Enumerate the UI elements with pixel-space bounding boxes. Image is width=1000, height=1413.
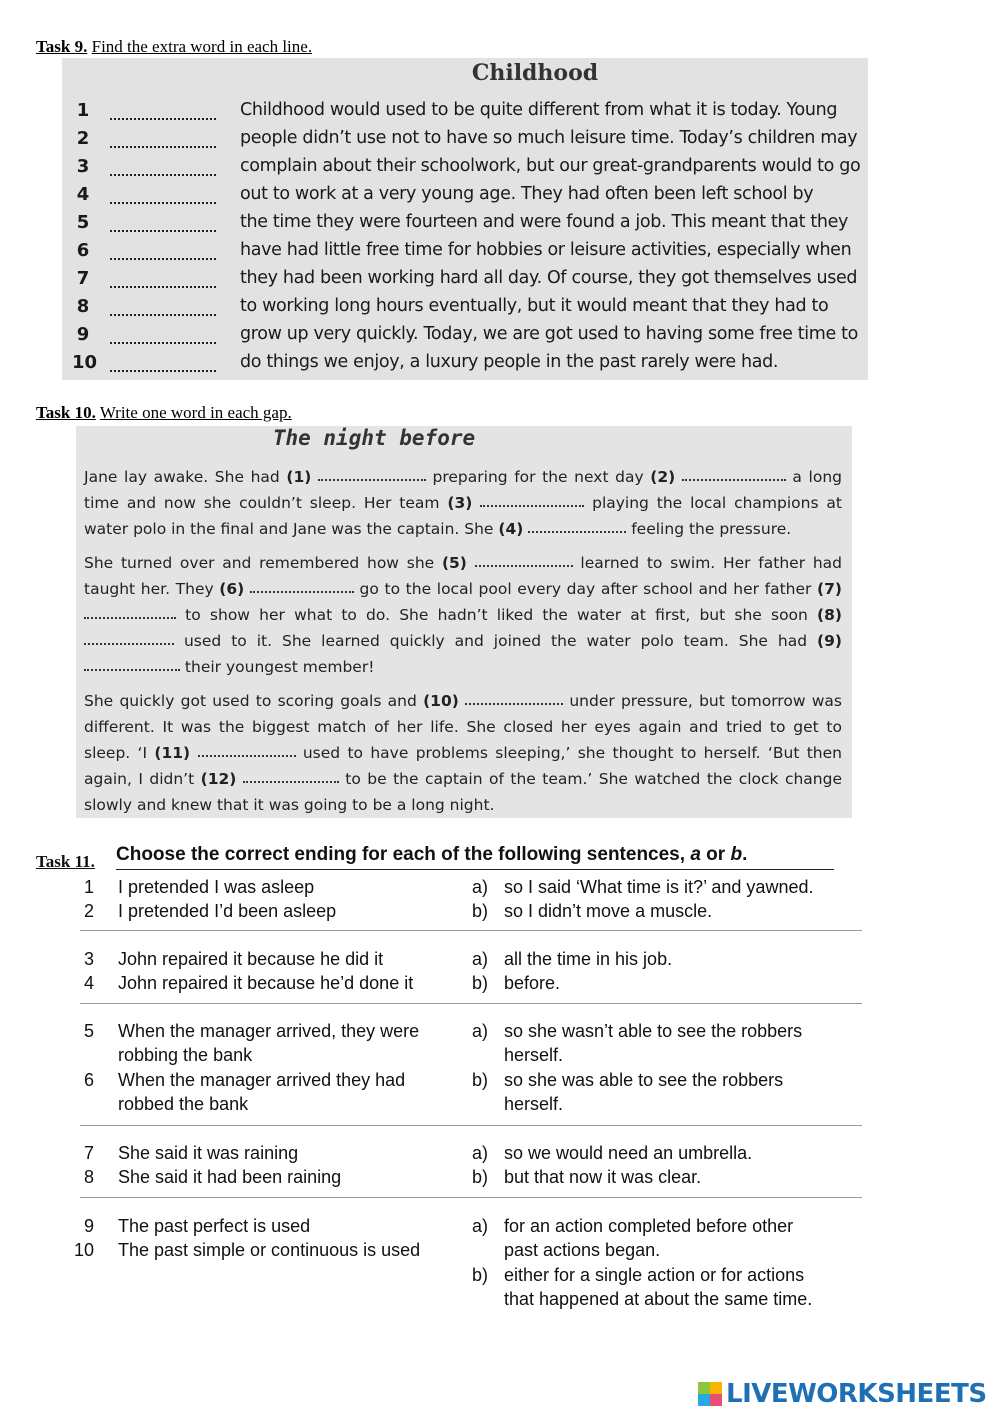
gap-input-12[interactable] — [243, 769, 339, 783]
gap-label-7: (7) — [817, 580, 842, 598]
sentence-number: 5 — [83, 1021, 94, 1041]
line-number: 8 — [76, 296, 90, 317]
line-number: 10 — [72, 352, 98, 373]
ending-a[interactable]: so she wasn’t able to see the robbers — [504, 1021, 803, 1041]
gap-input-7[interactable] — [84, 605, 176, 619]
ending-label-b: b) — [472, 973, 489, 993]
gap-label-8: (8) — [817, 606, 842, 624]
ending-a-cont: past actions began. — [504, 1240, 661, 1260]
task9-line — [62, 296, 868, 324]
ending-label-b: b) — [472, 1070, 489, 1090]
line-text: have had little free time for hobbies or leisure activities, especially when — [240, 240, 852, 260]
gap-label-2: (2) — [650, 468, 676, 486]
ending-label-a: a) — [472, 1216, 489, 1236]
task9-line — [62, 128, 868, 156]
sentence-start: She said it had been raining — [118, 1167, 342, 1187]
task9-line — [62, 100, 868, 128]
task9-heading — [36, 37, 312, 57]
task9-instruction: Find the extra word in each line. — [91, 37, 313, 56]
answer-blank[interactable] — [110, 330, 216, 344]
line-text: grow up very quickly. Today, we are got used to having some free time to — [240, 324, 858, 344]
task9-line — [62, 156, 868, 184]
gap-input-2[interactable] — [682, 467, 786, 481]
sentence-start: John repaired it because he’d done it — [118, 973, 414, 993]
answer-blank[interactable] — [110, 302, 216, 316]
ending-a[interactable]: all the time in his job. — [504, 949, 673, 969]
line-number: 5 — [76, 212, 90, 233]
answer-blank[interactable] — [110, 134, 216, 148]
gap-label-9: (9) — [817, 632, 842, 650]
gap-input-6[interactable] — [250, 579, 354, 593]
ending-b[interactable]: so I didn’t move a muscle. — [504, 901, 713, 921]
group-divider — [80, 1197, 862, 1198]
ending-a[interactable]: so I said ‘What time is it?’ and yawned. — [504, 877, 814, 897]
task10-title: The night before — [272, 426, 476, 450]
answer-blank[interactable] — [110, 274, 216, 288]
sentence-start-cont: robbing the bank — [118, 1045, 253, 1065]
liveworksheets-logo — [698, 1380, 987, 1408]
gap-input-11[interactable] — [198, 743, 296, 757]
line-text: complain about their schoolwork, but our great-grandparents would to go — [240, 156, 861, 176]
gap-label-3: (3) — [447, 494, 473, 512]
ending-a[interactable]: so we would need an umbrella. — [504, 1143, 753, 1163]
gap-input-4[interactable] — [528, 519, 626, 533]
gap-label-4: (4) — [498, 520, 524, 538]
sentence-start: I pretended I was asleep — [118, 877, 315, 897]
ending-b[interactable]: but that now it was clear. — [504, 1167, 702, 1187]
sentence-start: When the manager arrived they had — [118, 1070, 406, 1090]
task9-label: Task 9. — [36, 37, 88, 56]
sentence-start: She said it was raining — [118, 1143, 299, 1163]
line-number: 3 — [76, 156, 90, 177]
task9-text-box — [62, 58, 868, 380]
line-text: they had been working hard all day. Of course, they got themselves used — [240, 268, 858, 288]
ending-label-a: a) — [472, 1021, 489, 1041]
line-number: 7 — [76, 268, 90, 289]
line-text: people didn’t use not to have so much leisure time. Today’s children may — [240, 128, 858, 148]
task10-text-box — [76, 426, 852, 818]
sentence-number: 1 — [83, 877, 94, 897]
task11-label: Task 11. — [36, 852, 95, 871]
gap-label-11: (11) — [154, 744, 191, 762]
sentence-number: 9 — [83, 1216, 94, 1236]
ending-b-cont: that happened at about the same time. — [504, 1289, 813, 1309]
task9-title: Childhood — [471, 60, 599, 86]
gap-input-5[interactable] — [475, 553, 573, 567]
answer-blank[interactable] — [110, 106, 216, 120]
group-divider — [80, 930, 862, 931]
gap-label-12: (12) — [200, 770, 237, 788]
sentence-number: 10 — [74, 1240, 95, 1260]
answer-blank[interactable] — [110, 190, 216, 204]
line-text: to working long hours eventually, but it would meant that they had to — [240, 296, 829, 316]
ending-b[interactable]: so she was able to see the robbers — [504, 1070, 784, 1090]
task9-line — [62, 324, 868, 352]
sentence-start: The past perfect is used — [118, 1216, 311, 1236]
ending-b[interactable]: before. — [504, 973, 561, 993]
answer-blank[interactable] — [110, 358, 216, 372]
ending-label-b: b) — [472, 901, 489, 921]
task10-paragraph-3: She quickly got used to scoring goals and (10) under pressure, but tomorrow was different. It was the biggest match of her life. She closed her eyes again and tried to get to sleep. ‘I (11) used to have problems sleeping,’ she thought to herself. ‘But then again, I didn’t (12) to be the captain of the team.’ She watched the clock change slowly and knew that it was going to be a long night. — [84, 692, 843, 814]
line-number: 9 — [76, 324, 90, 345]
line-text: out to work at a very young age. They had often been left school by — [240, 184, 814, 204]
group-divider — [80, 1003, 862, 1004]
gap-label-5: (5) — [441, 554, 467, 572]
sentence-start-cont: robbed the bank — [118, 1094, 249, 1114]
gap-label-10: (10) — [423, 692, 459, 710]
gap-input-10[interactable] — [465, 691, 563, 705]
gap-input-3[interactable] — [480, 493, 584, 507]
task11-instruction: Choose the correct ending for each of the following sentences, a or b. — [116, 844, 834, 870]
task10-heading — [36, 403, 292, 423]
sentence-number: 4 — [83, 973, 94, 993]
sentence-start: I pretended I’d been asleep — [118, 901, 337, 921]
line-number: 2 — [76, 128, 90, 149]
task10-paragraph-2: She turned over and remembered how she (5) learned to swim. Her father had taught her. They (6) go to the local pool every day after school and her father (7) to show her what to do. She hadn’t liked the water at first, but she soon (8) used to it. She learned quickly and joined the water polo team. She had (9) their youngest member! — [84, 554, 842, 676]
sentence-number: 3 — [83, 949, 94, 969]
gap-input-9[interactable] — [84, 657, 180, 671]
line-text: the time they were fourteen and were found a job. This meant that they — [240, 212, 849, 232]
answer-blank[interactable] — [110, 246, 216, 260]
sentence-start: The past simple or continuous is used — [118, 1240, 421, 1260]
ending-label-a: a) — [472, 949, 489, 969]
logo-text: LIVEWORKSHEETS — [726, 1379, 987, 1409]
sentence-number: 2 — [83, 901, 94, 921]
ending-b-cont: herself. — [504, 1094, 564, 1114]
gap-input-8[interactable] — [84, 631, 174, 645]
line-number: 1 — [76, 100, 90, 121]
group-divider — [80, 1125, 862, 1126]
ending-label-b: b) — [472, 1167, 489, 1187]
gap-label-6: (6) — [219, 580, 245, 598]
ending-label-a: a) — [472, 877, 489, 897]
line-number: 4 — [76, 184, 90, 205]
sentence-start: John repaired it because he did it — [118, 949, 384, 969]
task9-line — [62, 352, 868, 380]
sentence-number: 7 — [83, 1143, 94, 1163]
sentence-start: When the manager arrived, they were — [118, 1021, 420, 1041]
ending-label-b: b) — [472, 1265, 489, 1285]
task10-label: Task 10. — [36, 403, 96, 422]
gap-label-1: (1) — [286, 468, 312, 486]
ending-a-cont: herself. — [504, 1045, 564, 1065]
ending-label-a: a) — [472, 1143, 489, 1163]
task9-line — [62, 240, 868, 268]
gap-input-1[interactable] — [318, 467, 426, 481]
answer-blank[interactable] — [110, 218, 216, 232]
line-number: 6 — [76, 240, 90, 261]
ending-a[interactable]: for an action completed before other — [504, 1216, 794, 1236]
sentence-number: 8 — [83, 1167, 94, 1187]
task9-line — [62, 184, 868, 212]
line-text: Childhood would used to be quite different from what it is today. Young — [240, 100, 838, 120]
task9-line — [62, 268, 868, 296]
line-text: do things we enjoy, a luxury people in the past rarely were had. — [240, 352, 779, 372]
answer-blank[interactable] — [110, 162, 216, 176]
sentence-number: 6 — [83, 1070, 94, 1090]
task10-paragraph-1: Jane lay awake. She had (1) preparing for the next day (2) a long time and now she couldn’t sleep. Her team (3) playing the local champions at water polo in the final and Jane was the captain. She (4) feeling the pressure. — [84, 468, 842, 538]
task9-line — [62, 212, 868, 240]
ending-b[interactable]: either for a single action or for actions — [504, 1265, 805, 1285]
logo-mark-icon — [698, 1382, 722, 1406]
task10-instruction: Write one word in each gap. — [99, 403, 292, 422]
